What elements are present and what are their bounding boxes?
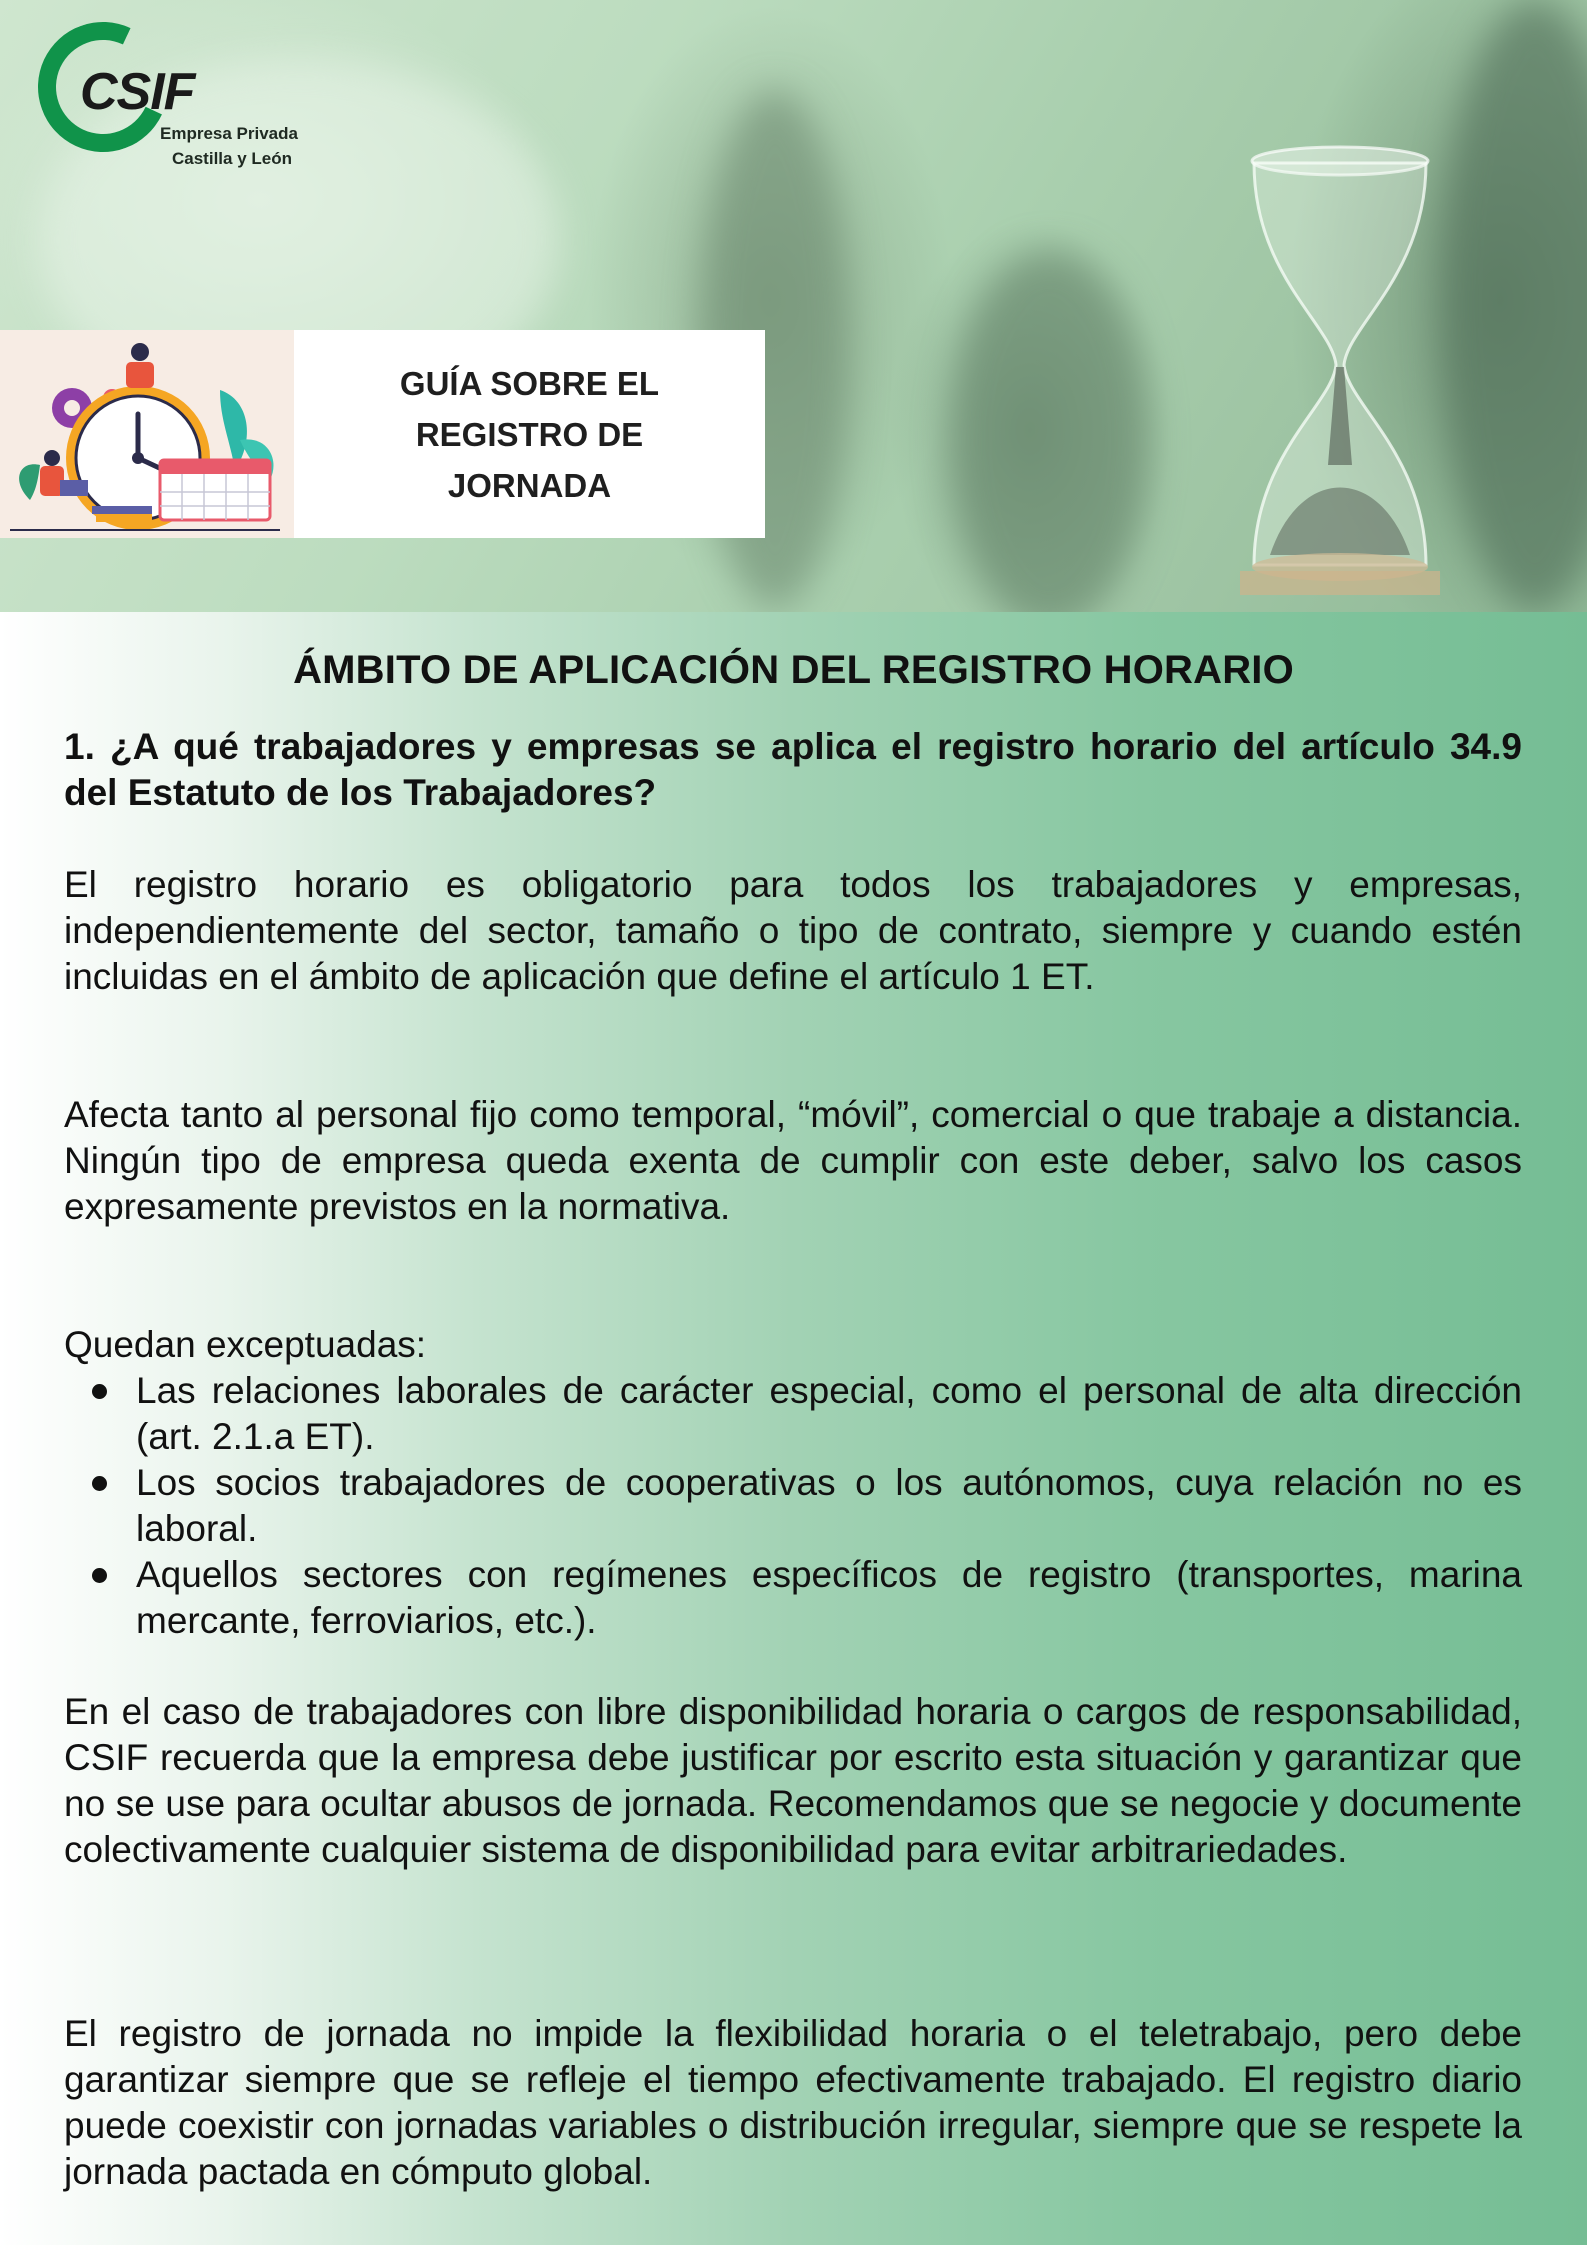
guide-title-banner [0, 330, 765, 538]
hero-background [0, 0, 1587, 612]
logo-subtitle-line1: Empresa Privada [160, 124, 298, 143]
exceptions-label: Quedan exceptuadas: [64, 1324, 427, 1365]
time-management-illustration [0, 330, 294, 538]
list-item-text: Aquellos sectores con regímenes específicos de registro (transportes, marina mercante, ferroviarios, etc.). [136, 1554, 1522, 1641]
background-figure [950, 250, 1150, 612]
hourglass-icon [1240, 135, 1440, 595]
clock-calendar-illustration [0, 330, 294, 538]
list-item [64, 1368, 1522, 1460]
logo-brand: CSIF [80, 63, 195, 121]
paragraph: El registro horario es obligatorio para todos los trabajadores y empresas, independientemente del sector, tamaño o tipo de contrato, siempre y cuando estén incluidas en el ámbito de aplicación que define el artículo 1 ET. [64, 864, 1522, 997]
paragraph: En el caso de trabajadores con libre disponibilidad horaria o cargos de responsabilidad, CSIF recuerda que la empresa debe justificar por escrito esta situación y garantizar que no se use para ocultar abusos de jornada. Recomendamos que se negocie y documente colectivamente cualquier sistema de disponibilidad para evitar arbitrariedades. [64, 1691, 1522, 1870]
csif-logo [30, 18, 330, 178]
exceptions-list [64, 1368, 1522, 1644]
bullet-icon [92, 1568, 107, 1583]
list-item-text: Las relaciones laborales de carácter especial, como el personal de alta dirección (art. 2.1.a ET). [136, 1370, 1522, 1457]
logo-subtitle-line2: Castilla y León [172, 149, 292, 168]
section-heading: ÁMBITO DE APLICACIÓN DEL REGISTRO HORARIO [293, 648, 1294, 692]
paragraph: El registro de jornada no impide la flexibilidad horaria o el teletrabajo, pero debe garantizar siempre que se refleje el tiempo efectivamente trabajado. El registro diario puede coexistir con jornadas variables o distribución irregular, siempre que se respete la jornada pactada en cómputo global. [64, 2013, 1522, 2192]
list-item [64, 1552, 1522, 1644]
paragraph: Afecta tanto al personal fijo como temporal, “móvil”, comercial o que trabaje a distancia. Ningún tipo de empresa queda exenta de cumplir con este deber, salvo los casos expresamente previstos en la normativa. [64, 1094, 1522, 1227]
question-heading: 1. ¿A qué trabajadores y empresas se aplica el registro horario del artículo 34.9 del Estatuto de los Trabajadores? [64, 726, 1522, 813]
bullet-icon [92, 1384, 107, 1399]
list-item [64, 1460, 1522, 1552]
list-item-text: Los socios trabajadores de cooperativas o los autónomos, cuya relación no es laboral. [136, 1462, 1522, 1549]
guide-title: GUÍA SOBRE EL REGISTRO DE JORNADA [294, 330, 765, 538]
bullet-icon [92, 1476, 107, 1491]
content-area [0, 612, 1587, 2245]
background-figure [1440, 0, 1587, 612]
